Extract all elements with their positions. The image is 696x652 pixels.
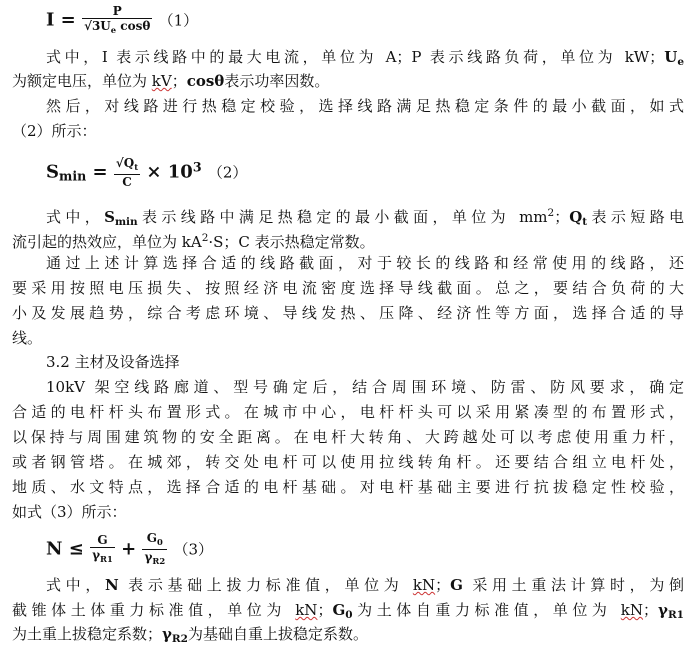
paragraph-2-line-1: 然后，对线路进行热稳定校验，选择线路满足热稳定条件的最小截面，如式 (46, 97, 684, 115)
paragraph-5-line-2: 合适的电杆杆头布置形式。在城市中心，电杆杆头可以采用紧凑型的布置形式， (12, 403, 684, 421)
paragraph-1-line-2: 为额定电压，单位为 kV；cosθ表示功率因数。 (12, 72, 330, 90)
eq3-denominator-2: $\gamma_{R2}$ (144, 550, 166, 566)
eq2-number: （2） (207, 163, 248, 182)
eq1-number: （1） (158, 11, 199, 30)
paragraph-4-line-3: 小及发展趋势，综合考虑环境、导线发热、压降、经济性等方面，选择合适的导 (12, 304, 684, 322)
paragraph-1-line-1: 式中，I 表示线路中的最大电流，单位为 A；P 表示线路负荷，单位为 kW；$U_e$ (46, 48, 684, 68)
eq2-numerator: $√Q_t$ (115, 156, 139, 172)
paragraph-5-line-3: 以保持与周围建筑物的安全距离。在电杆大转角、大跨越处可以考虑使用重力杆， (12, 428, 684, 446)
paragraph-4-line-1: 通过上述计算选择合适的线路截面，对于较长的线路和经常使用的线路，还 (46, 254, 684, 272)
paragraph-6-line-3: 为土重上拔稳定系数；$\gamma_{R2}$为基础自重上拔稳定系数。 (12, 625, 368, 645)
eq2-denominator: C (114, 174, 140, 189)
paragraph-5-line-1: 10kV 架空线路廊道、型号确定后，结合周围环境、防雷、防风要求，确定 (46, 378, 684, 396)
paragraph-6-line-1: 式中，N 表示基础上拔力标准值，单位为 kN；G 采用土重法计算时，为倒 (46, 576, 684, 594)
paragraph-6-line-2: 截锥体土体重力标准值，单位为 kN；$G_0$为土体自重力标准值，单位为 kN；$\gamma_{R1}$ (12, 601, 684, 621)
equation-2: $S_{min}$ = $\frac{√Q_t}{C}$ × $10^3$ （2） (46, 156, 248, 189)
eq3-numerator-2: $G_0$ (146, 531, 163, 547)
paragraph-4-line-4: 线。 (12, 329, 43, 347)
eq1-numerator: P (112, 4, 122, 18)
paragraph-2-line-2: （2）所示： (12, 122, 97, 140)
eq1-denominator: $√3U_e$ cosθ (84, 19, 151, 35)
paragraph-5-line-5: 地质、水文特点，选择合适的电杆基础。对电杆基础主要进行抗拔稳定性校验， (12, 478, 684, 496)
paragraph-5-line-4: 或者钢管塔。在城郊，转交处电杆可以使用拉线转角杆。还要结合组立电杆处， (12, 453, 684, 471)
paragraph-3-line-1: 式中，$S_{min}$表示线路中满足热稳定的最小截面，单位为 $mm^2$；$Q_t$表示短路电 (46, 207, 684, 228)
paragraph-3-line-2: 流引起的热效应，单位为 $kA^2\cdot S$；C 表示热稳定常数。 (12, 232, 375, 251)
eq3-numerator-1: G (97, 533, 108, 547)
section-heading: 3.2 主材及设备选择 (46, 353, 180, 371)
paragraph-4-line-2: 要采用按照电压损失、按照经济电流密度选择导线截面。总之，要结合负荷的大 (12, 279, 684, 297)
equation-3: N ≤ $\frac{G}{\gamma_{R1}}$ + $\frac{G_0}{\gamma_{R2}}$ （3） (46, 531, 214, 566)
eq3-number: （3） (173, 540, 214, 559)
eq3-denominator-1: $\gamma_{R1}$ (92, 548, 113, 564)
equation-1: I = $\frac{P}{√3U_e \cos\theta}$ （1） (46, 4, 199, 35)
paragraph-5-line-6: 如式（3）所示： (12, 503, 127, 521)
